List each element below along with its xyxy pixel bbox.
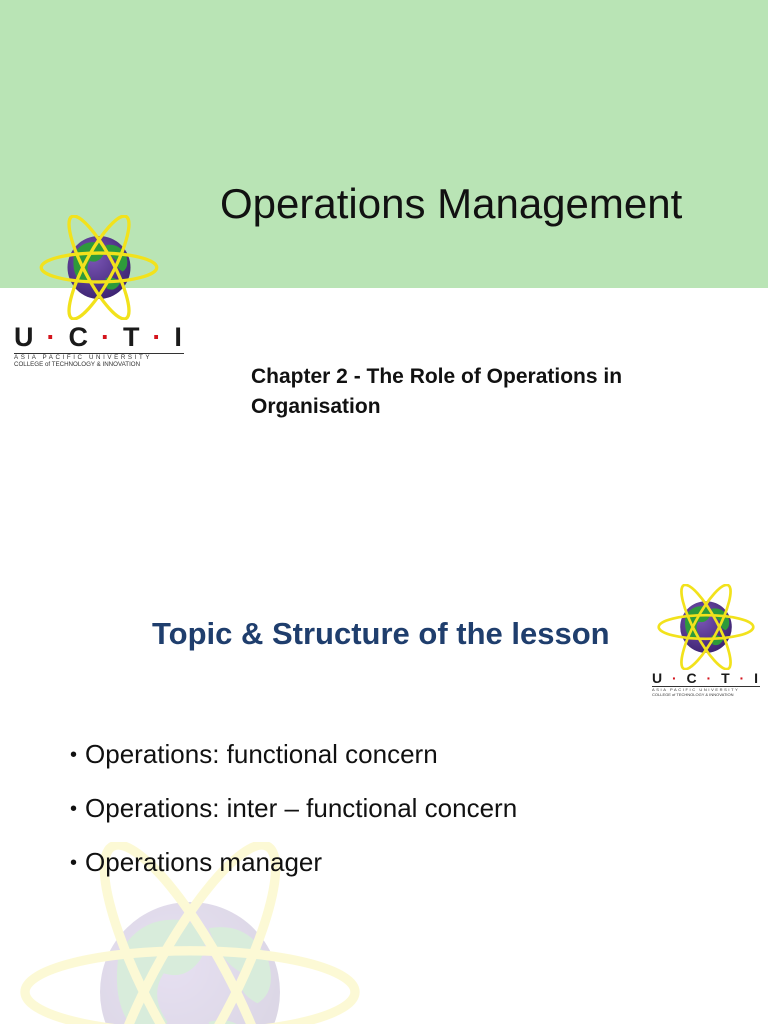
bullet-icon: • [70, 852, 78, 874]
logo-letter: I [174, 322, 182, 352]
bullet-list [70, 736, 517, 898]
bullet-icon: • [70, 798, 78, 820]
slide-subtitle: Chapter 2 - The Role of Operations in Organisation [251, 365, 623, 418]
logo-dot: · [100, 322, 110, 352]
ucti-logo-small [652, 584, 760, 697]
logo-college: COLLEGE of TECHNOLOGY & INNOVATION [652, 692, 734, 697]
logo-dot: · [739, 670, 745, 686]
logo-letter: I [754, 670, 758, 686]
bullet-text: Operations: inter – functional concern [85, 793, 518, 823]
bullet-text: Operations: functional concern [85, 739, 438, 769]
logo-dot: · [46, 322, 56, 352]
logo-wordmark [652, 670, 758, 686]
list-item [70, 790, 517, 844]
topic-slide [0, 512, 768, 1024]
bullet-icon: • [70, 744, 78, 766]
list-item [70, 736, 517, 790]
logo-letter: C [68, 322, 88, 352]
logo-letter: U [14, 322, 34, 352]
logo-wordmark [14, 322, 182, 353]
slide-heading: Topic & Structure of the lesson [152, 616, 610, 651]
bullet-text: Operations manager [85, 847, 323, 877]
logo-dot: · [706, 670, 712, 686]
logo-dot: · [152, 322, 162, 352]
logo-letter: U [652, 670, 663, 686]
logo-letter: C [686, 670, 697, 686]
logo-college: COLLEGE of TECHNOLOGY & INNOVATION [14, 361, 141, 368]
list-item [70, 844, 517, 898]
logo-dot: · [672, 670, 677, 686]
logo-university: ASIA PACIFIC UNIVERSITY [14, 354, 153, 361]
globe-orbit-icon [652, 584, 760, 670]
logo-letter: T [122, 322, 140, 352]
logo-university: ASIA PACIFIC UNIVERSITY [652, 687, 740, 692]
logo-letter: T [721, 670, 730, 686]
globe-orbit-icon [14, 215, 184, 320]
ucti-logo [14, 215, 184, 368]
slide-title: Operations Management [220, 180, 683, 227]
